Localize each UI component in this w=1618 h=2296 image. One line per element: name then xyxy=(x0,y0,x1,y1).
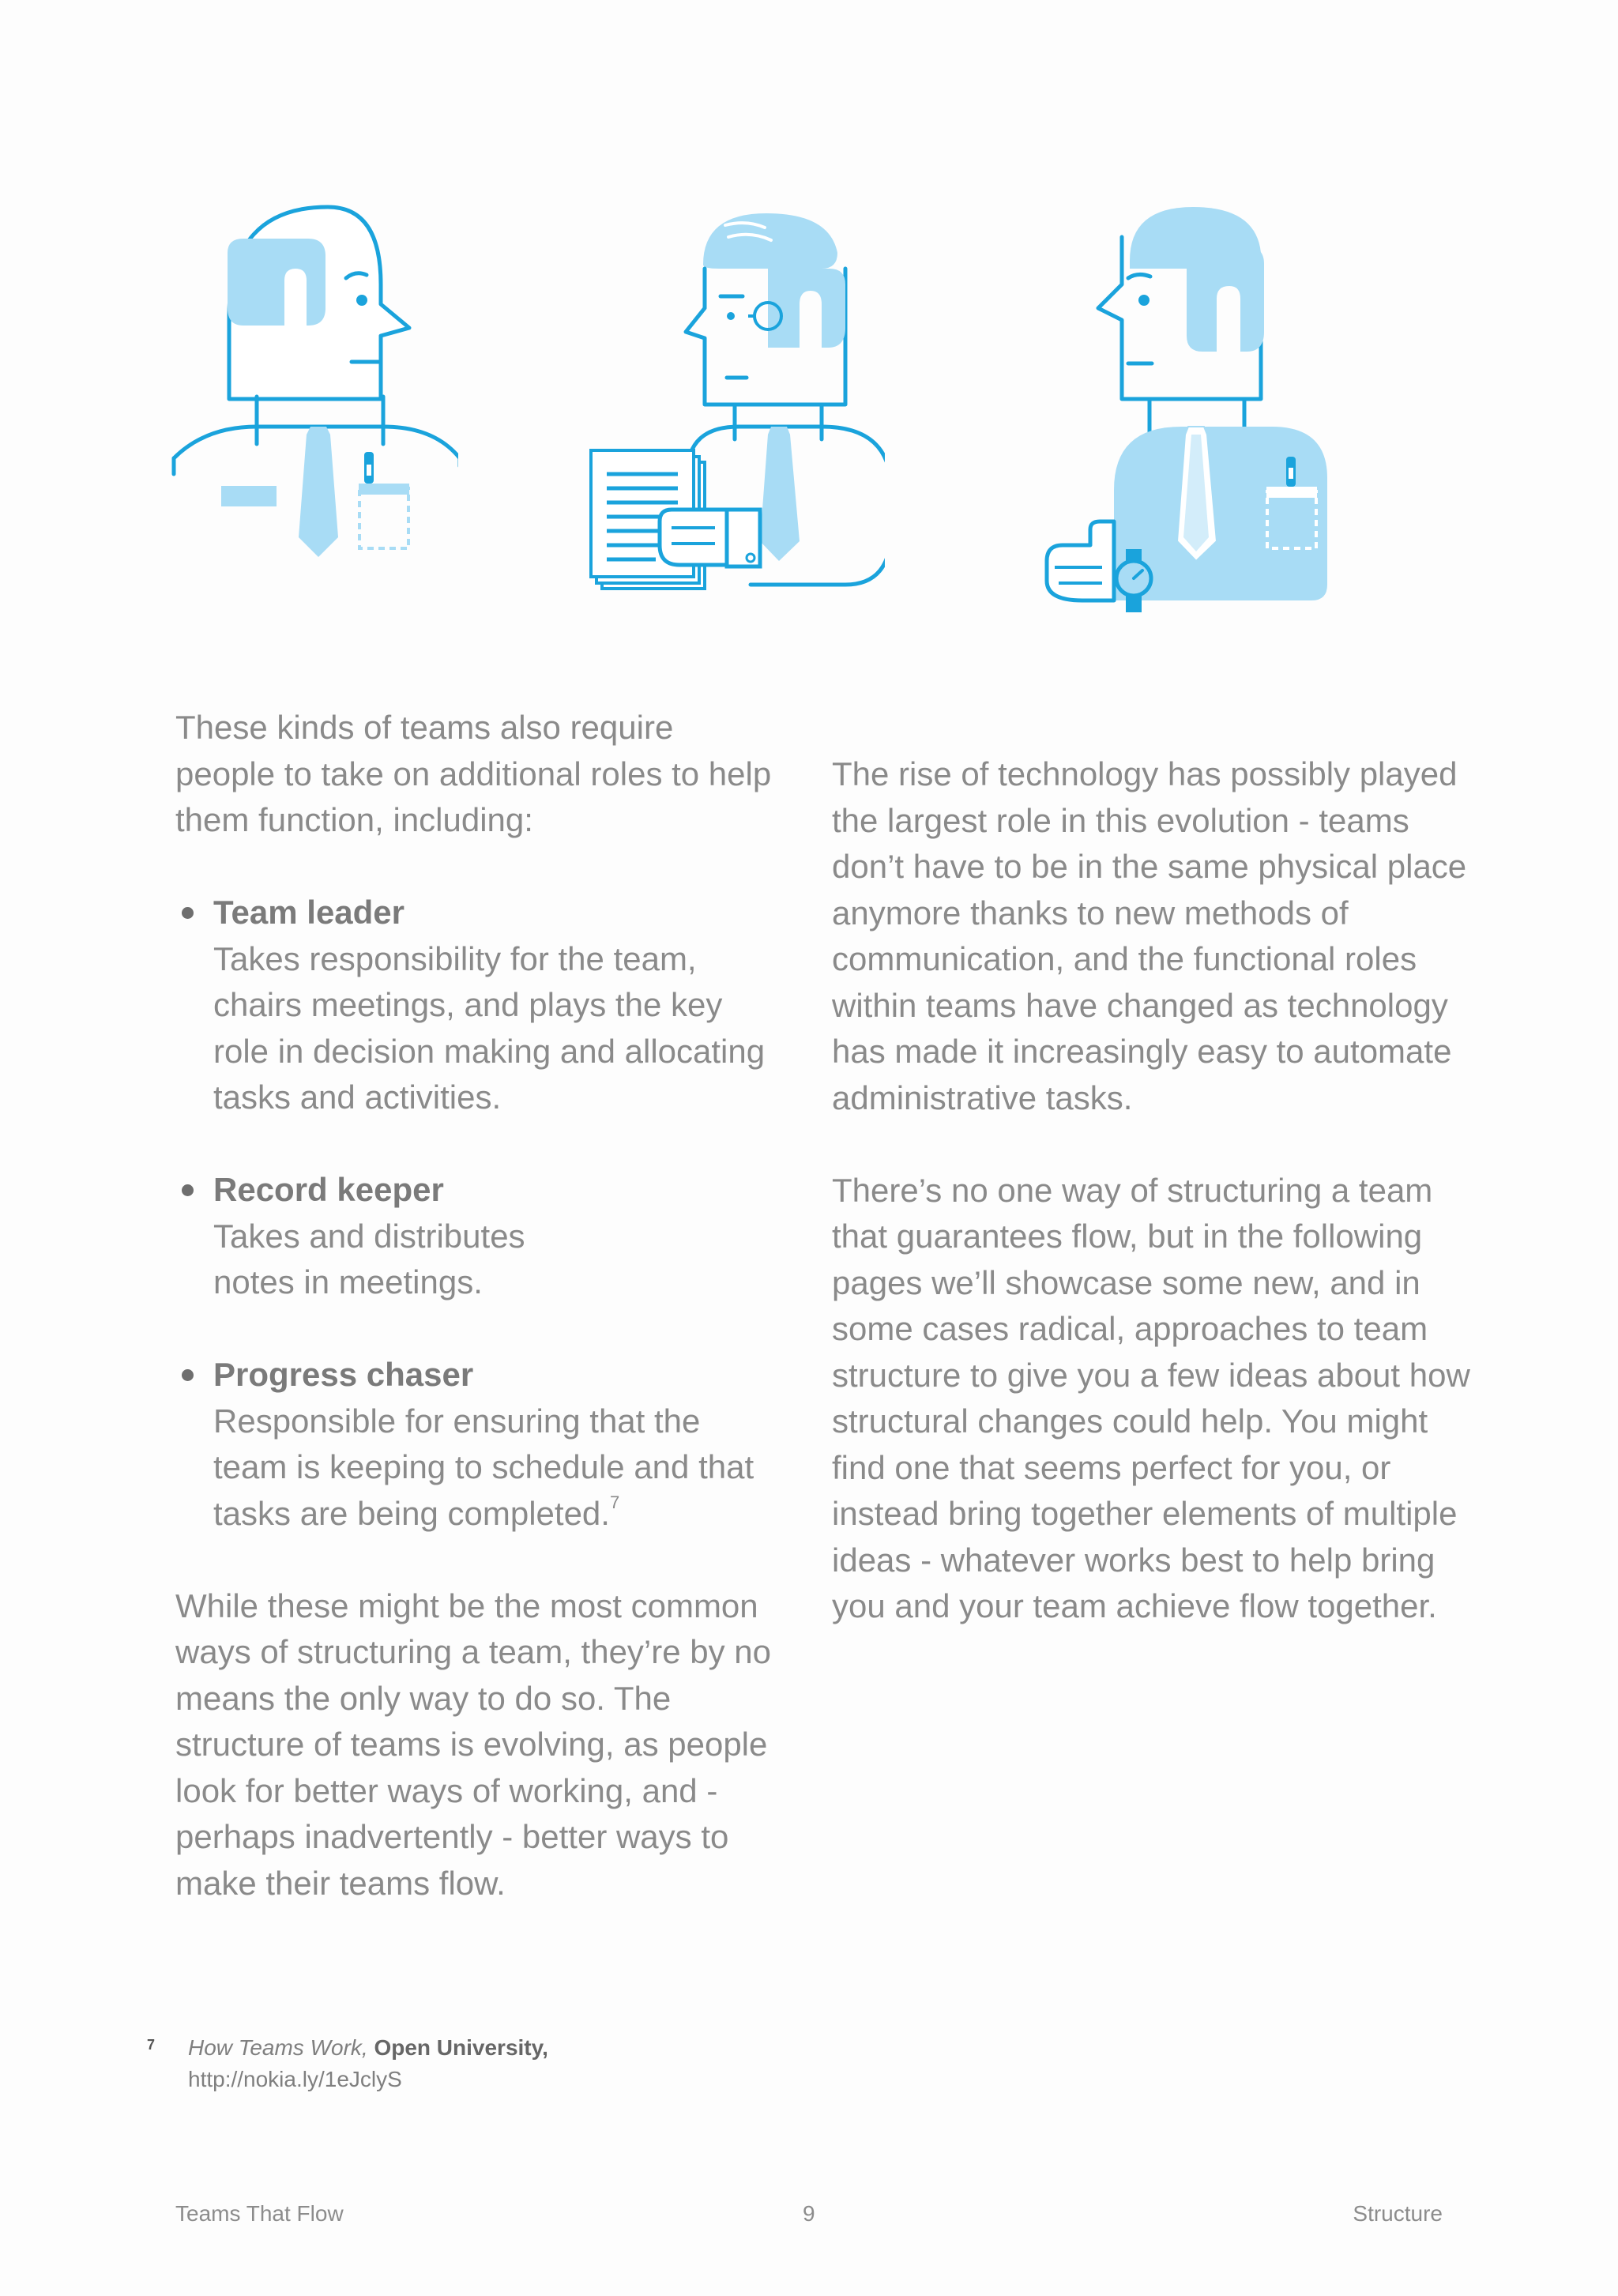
footnote-number: 7 xyxy=(147,2037,156,2053)
intro-paragraph: These kinds of teams also require people to take on additional roles to help them function, including: xyxy=(175,709,772,838)
footnote-publisher: Open University, xyxy=(374,2035,548,2060)
right-column xyxy=(832,751,1480,1630)
role-record-keeper xyxy=(175,1167,776,1306)
role-team-leader xyxy=(175,890,776,1121)
footnote-reference[interactable]: 7 xyxy=(609,1492,620,1512)
role-description: Takes and distributes notes in meetings. xyxy=(213,1217,525,1300)
footer-document-title: Teams That Flow xyxy=(175,2201,344,2226)
record-keeper-illustration xyxy=(585,190,885,616)
bullet-icon xyxy=(182,1369,194,1381)
footnote-title: How Teams Work, xyxy=(188,2035,368,2060)
footer-section-title: Structure xyxy=(1353,2201,1443,2226)
role-title: Progress chaser xyxy=(213,1356,474,1393)
bullet-icon xyxy=(182,907,194,919)
footnote-url[interactable]: http://nokia.ly/1eJclyS xyxy=(188,2067,402,2091)
role-title: Record keeper xyxy=(213,1171,444,1208)
technology-paragraph: The rise of technology has possibly played the largest role in this evolution - teams don’t have to be in the same physical place anymore thanks to new methods of communication, and the functional roles within teams have changed as technology has made it increasingly easy to automate administrative tasks. xyxy=(832,755,1467,1116)
role-progress-chaser xyxy=(175,1352,776,1537)
footnote xyxy=(147,2032,548,2095)
structure-paragraph: There’s no one way of structuring a team that guarantees flow, but in the following pages we’ll showcase some new, and in some cases radical, approaches to team structure to give you a few ideas about how structural changes could help. You might find one that seems perfect for you, or instead bring together elements of multiple ideas - whatever works best to help bring you and your team achieve flow together. xyxy=(832,1171,1470,1624)
team-leader-illustration xyxy=(158,190,458,616)
page-number: 9 xyxy=(803,2201,815,2226)
bullet-icon xyxy=(182,1184,194,1196)
role-description: Takes responsibility for the team, chairs meetings, and plays the key role in decision making and allocating tasks and activities. xyxy=(213,939,766,1116)
closing-paragraph: While these might be the most common ways of structuring a team, they’re by no means the only way to do so. The structure of teams is evolving, as people look for better ways of working, and - perhaps inadvertently - better ways to make their teams flow. xyxy=(175,1586,772,1902)
role-title: Team leader xyxy=(213,894,405,931)
role-description: Responsible for ensuring that the team is keeping to schedule and that tasks are being completed.$^7$ xyxy=(213,1402,754,1532)
progress-chaser-illustration xyxy=(1027,190,1327,616)
left-column xyxy=(175,705,776,1906)
